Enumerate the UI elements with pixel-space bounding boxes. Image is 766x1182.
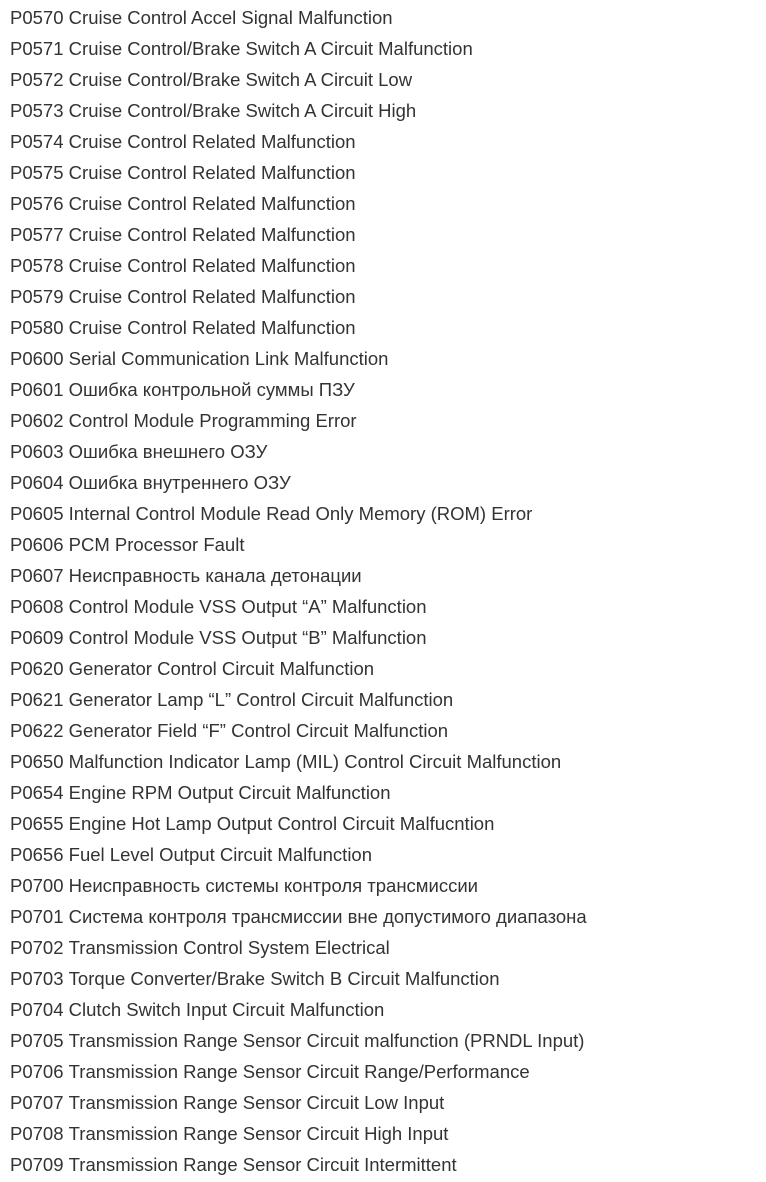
code-id: P0578 — [10, 255, 64, 276]
code-id: P0608 — [10, 596, 64, 617]
code-description: Transmission Range Sensor Circuit High Input — [68, 1123, 449, 1144]
code-list-item — [10, 281, 760, 312]
code-id: P0579 — [10, 286, 64, 307]
code-id: P0605 — [10, 503, 64, 524]
code-list-item — [10, 436, 760, 467]
code-description: Engine RPM Output Circuit Malfunction — [68, 782, 391, 803]
code-description: PCM Processor Fault — [68, 534, 245, 555]
code-list-item — [10, 343, 760, 374]
code-description: Cruise Control/Brake Switch A Circuit Malfunction — [68, 38, 473, 59]
code-id: P0606 — [10, 534, 64, 555]
code-id: P0708 — [10, 1123, 64, 1144]
code-description: Control Module Programming Error — [68, 410, 357, 431]
code-id: P0702 — [10, 937, 64, 958]
code-list-item — [10, 715, 760, 746]
code-id: P0703 — [10, 968, 64, 989]
code-description: Cruise Control/Brake Switch A Circuit Low — [68, 69, 413, 90]
code-id: P0572 — [10, 69, 64, 90]
code-description: Torque Converter/Brake Switch B Circuit Malfunction — [68, 968, 500, 989]
code-description: Generator Control Circuit Malfunction — [68, 658, 375, 679]
code-description: Cruise Control Related Malfunction — [68, 131, 356, 152]
code-id: P0655 — [10, 813, 64, 834]
code-list-item — [10, 33, 760, 64]
code-description: Transmission Control System Electrical — [68, 937, 390, 958]
code-list-item — [10, 1087, 760, 1118]
code-list-item — [10, 219, 760, 250]
code-description: Ошибка внешнего ОЗУ — [68, 441, 268, 462]
code-id: P0577 — [10, 224, 64, 245]
code-id: P0622 — [10, 720, 64, 741]
code-description: Fuel Level Output Circuit Malfunction — [68, 844, 373, 865]
code-description: Cruise Control/Brake Switch A Circuit High — [68, 100, 417, 121]
code-description: Cruise Control Related Malfunction — [68, 162, 356, 183]
code-list-item — [10, 467, 760, 498]
code-id: P0576 — [10, 193, 64, 214]
code-list-item — [10, 870, 760, 901]
code-list-item — [10, 560, 760, 591]
code-description: Cruise Control Related Malfunction — [68, 193, 356, 214]
code-id: P0570 — [10, 7, 64, 28]
code-id: P0621 — [10, 689, 64, 710]
code-description: Clutch Switch Input Circuit Malfunction — [68, 999, 385, 1020]
code-list-item — [10, 808, 760, 839]
code-list-item — [10, 622, 760, 653]
code-list-item — [10, 746, 760, 777]
code-id: P0656 — [10, 844, 64, 865]
code-id: P0700 — [10, 875, 64, 896]
code-description: Ошибка внутреннего ОЗУ — [68, 472, 291, 493]
code-description: Cruise Control Related Malfunction — [68, 255, 356, 276]
code-id: P0601 — [10, 379, 64, 400]
code-list-item — [10, 1149, 760, 1180]
code-list-item — [10, 994, 760, 1025]
code-description: Ошибка контрольной суммы ПЗУ — [68, 379, 355, 400]
code-list-item — [10, 498, 760, 529]
code-id: P0573 — [10, 100, 64, 121]
code-id: P0604 — [10, 472, 64, 493]
code-list-item — [10, 901, 760, 932]
code-id: P0571 — [10, 38, 64, 59]
code-list-item — [10, 374, 760, 405]
code-description: Cruise Control Related Malfunction — [68, 317, 356, 338]
code-id: P0575 — [10, 162, 64, 183]
code-id: P0607 — [10, 565, 64, 586]
code-list-item — [10, 653, 760, 684]
code-description: Generator Field “F” Control Circuit Malfunction — [68, 720, 449, 741]
code-id: P0704 — [10, 999, 64, 1020]
code-description: Internal Control Module Read Only Memory (ROM) Error — [68, 503, 533, 524]
code-list-item — [10, 777, 760, 808]
code-list-item — [10, 64, 760, 95]
code-list-item — [10, 405, 760, 436]
code-list-item — [10, 1025, 760, 1056]
code-list-item — [10, 95, 760, 126]
code-list-item — [10, 839, 760, 870]
code-id: P0609 — [10, 627, 64, 648]
code-id: P0709 — [10, 1154, 64, 1175]
code-description: Engine Hot Lamp Output Control Circuit Malfucntion — [68, 813, 495, 834]
code-id: P0580 — [10, 317, 64, 338]
code-description: Transmission Range Sensor Circuit Intermittent — [68, 1154, 457, 1175]
dtc-code-list — [10, 2, 760, 1180]
code-list-item — [10, 684, 760, 715]
code-list-item — [10, 932, 760, 963]
code-list-item — [10, 1118, 760, 1149]
code-list-item — [10, 312, 760, 343]
code-id: P0574 — [10, 131, 64, 152]
code-list-item — [10, 157, 760, 188]
code-description: Serial Communication Link Malfunction — [68, 348, 389, 369]
code-description: Malfunction Indicator Lamp (MIL) Control Circuit Malfunction — [68, 751, 562, 772]
code-list-item — [10, 250, 760, 281]
code-description: Generator Lamp “L” Control Circuit Malfunction — [68, 689, 454, 710]
code-description: Cruise Control Related Malfunction — [68, 224, 356, 245]
code-description: Transmission Range Sensor Circuit Low Input — [68, 1092, 445, 1113]
code-id: P0701 — [10, 906, 64, 927]
code-list-item — [10, 188, 760, 219]
code-id: P0654 — [10, 782, 64, 803]
code-id: P0707 — [10, 1092, 64, 1113]
code-description: Cruise Control Accel Signal Malfunction — [68, 7, 393, 28]
code-id: P0620 — [10, 658, 64, 679]
code-description: Неисправность системы контроля трансмиссии — [68, 875, 479, 896]
code-list-item — [10, 529, 760, 560]
code-description: Transmission Range Sensor Circuit malfunction (PRNDL Input) — [68, 1030, 585, 1051]
code-list-item — [10, 2, 760, 33]
code-id: P0705 — [10, 1030, 64, 1051]
code-id: P0706 — [10, 1061, 64, 1082]
code-list-item — [10, 591, 760, 622]
code-list-item — [10, 963, 760, 994]
code-list-item — [10, 1056, 760, 1087]
code-description: Transmission Range Sensor Circuit Range/Performance — [68, 1061, 530, 1082]
code-id: P0600 — [10, 348, 64, 369]
code-id: P0650 — [10, 751, 64, 772]
code-id: P0603 — [10, 441, 64, 462]
code-id: P0602 — [10, 410, 64, 431]
code-description: Система контроля трансмиссии вне допустимого диапазона — [68, 906, 587, 927]
code-description: Control Module VSS Output “B” Malfunction — [68, 627, 427, 648]
code-list-item — [10, 126, 760, 157]
code-description: Неисправность канала детонации — [68, 565, 362, 586]
code-description: Cruise Control Related Malfunction — [68, 286, 356, 307]
code-description: Control Module VSS Output “A” Malfunction — [68, 596, 427, 617]
